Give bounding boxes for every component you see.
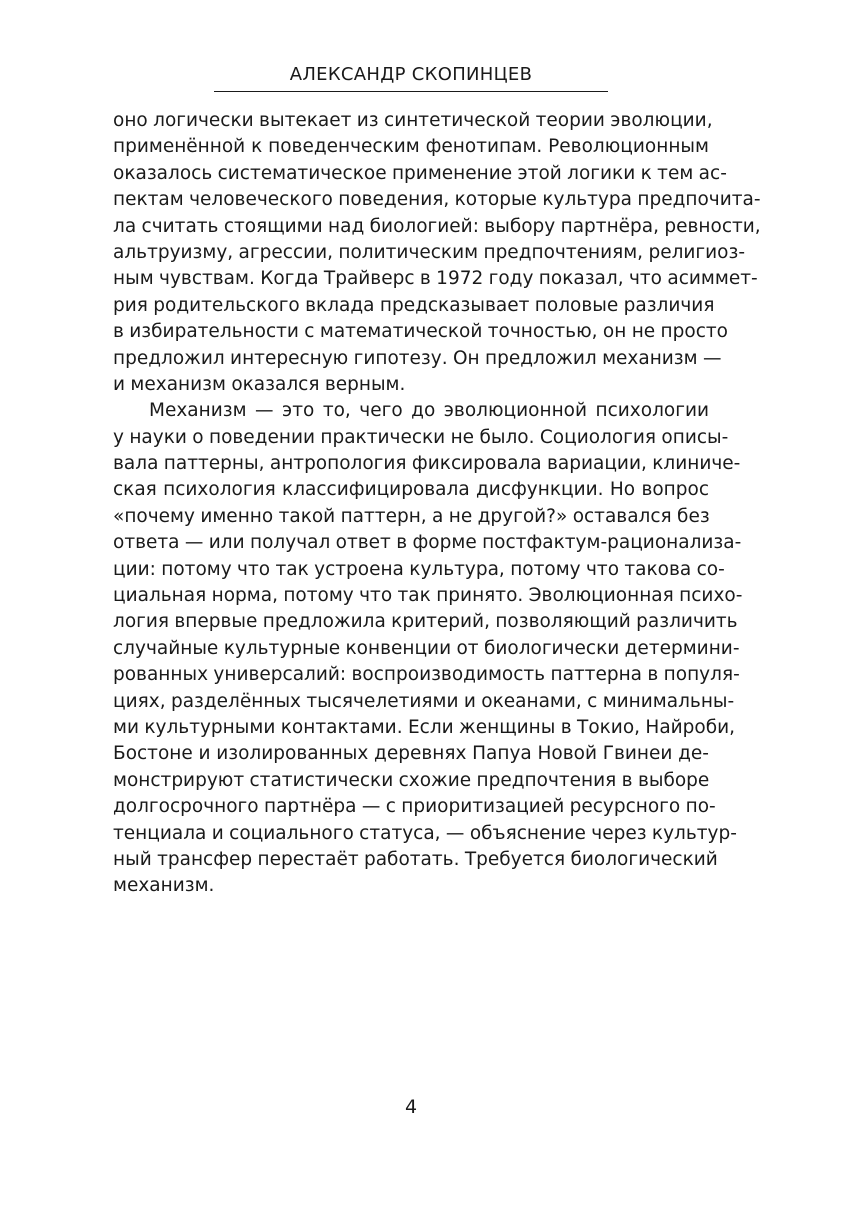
text-line: ская психология классифицировала дисфункции. Но вопрос (113, 479, 709, 501)
text-line: циях, разделённых тысячелетиями и океанами, с минимальны- (113, 690, 735, 712)
text-line: ла считать стоящими над биологией: выбору партнёра, ревности, (113, 215, 761, 237)
paragraph-1 (113, 108, 761, 398)
text-line: рованных универсалий: воспроизводимость паттерна в популя- (113, 664, 740, 686)
text-line: ным чувствам. Когда Трайверс в 1972 году показал, что асиммет- (113, 268, 758, 290)
paragraph-2 (113, 398, 743, 899)
text-line: у науки о поведении практически не было. Социология описы- (113, 426, 729, 448)
text-line: случайные культурные конвенции от биологически детермини- (113, 637, 740, 659)
text-line: монстрируют статистически схожие предпочтения в выборе (113, 769, 710, 791)
text-line: применённой к поведенческим фенотипам. Революционным (113, 136, 709, 158)
text-line: ми культурными контактами. Если женщины в Токио, Найроби, (113, 716, 736, 738)
text-line: циальная норма, потому что так принято. Эволюционная психо- (113, 585, 743, 607)
text-line: механизм. (113, 875, 215, 897)
text-line: в избирательности с математической точностью, он не просто (113, 321, 728, 343)
text-line: рия родительского вклада предсказывает половые различия (113, 294, 715, 316)
text-line: оказалось систематическое применение этой логики к тем ас- (113, 162, 727, 184)
running-head-author: АЛЕКСАНДР СКОПИНЦЕВ (289, 64, 533, 85)
page-body (113, 108, 761, 900)
header-rule (214, 91, 608, 92)
text-line: логия впервые предложила критерий, позволяющий различить (113, 611, 738, 633)
text-line: ный трансфер перестаёт работать. Требуется биологический (113, 848, 718, 870)
text-line: предложил интересную гипотезу. Он предложил механизм — (113, 347, 722, 369)
text-line: тенциала и социального статуса, — объяснение через культур- (113, 822, 737, 844)
text-line: долгосрочного партнёра — с приоритизацией ресурсного по- (113, 796, 716, 818)
text-line: оно логически вытекает из синтетической теории эволюции, (113, 110, 713, 131)
text-line: ции: потому что так устроена культура, потому что такова со- (113, 558, 725, 580)
text-line: «почему именно такой паттерн, а не другой?» оставался без (113, 505, 710, 527)
text-line: Бостоне и изолированных деревнях Папуа Новой Гвинеи де- (113, 743, 709, 765)
text-line: и механизм оказался верным. (113, 373, 406, 395)
text-line: ответа — или получал ответ в форме постфактум-рационализа- (113, 532, 742, 554)
text-line: альтруизму, агрессии, политическим предпочтениям, религиоз- (113, 241, 745, 263)
text-line: пектам человеческого поведения, которые культура предпочита- (113, 189, 761, 211)
page-number: 4 (404, 1096, 418, 1118)
text-line: вала паттерны, антропология фиксировала вариации, клиниче- (113, 453, 741, 475)
text-line: Механизм — это то, чего до эволюционной психологии (149, 400, 709, 422)
